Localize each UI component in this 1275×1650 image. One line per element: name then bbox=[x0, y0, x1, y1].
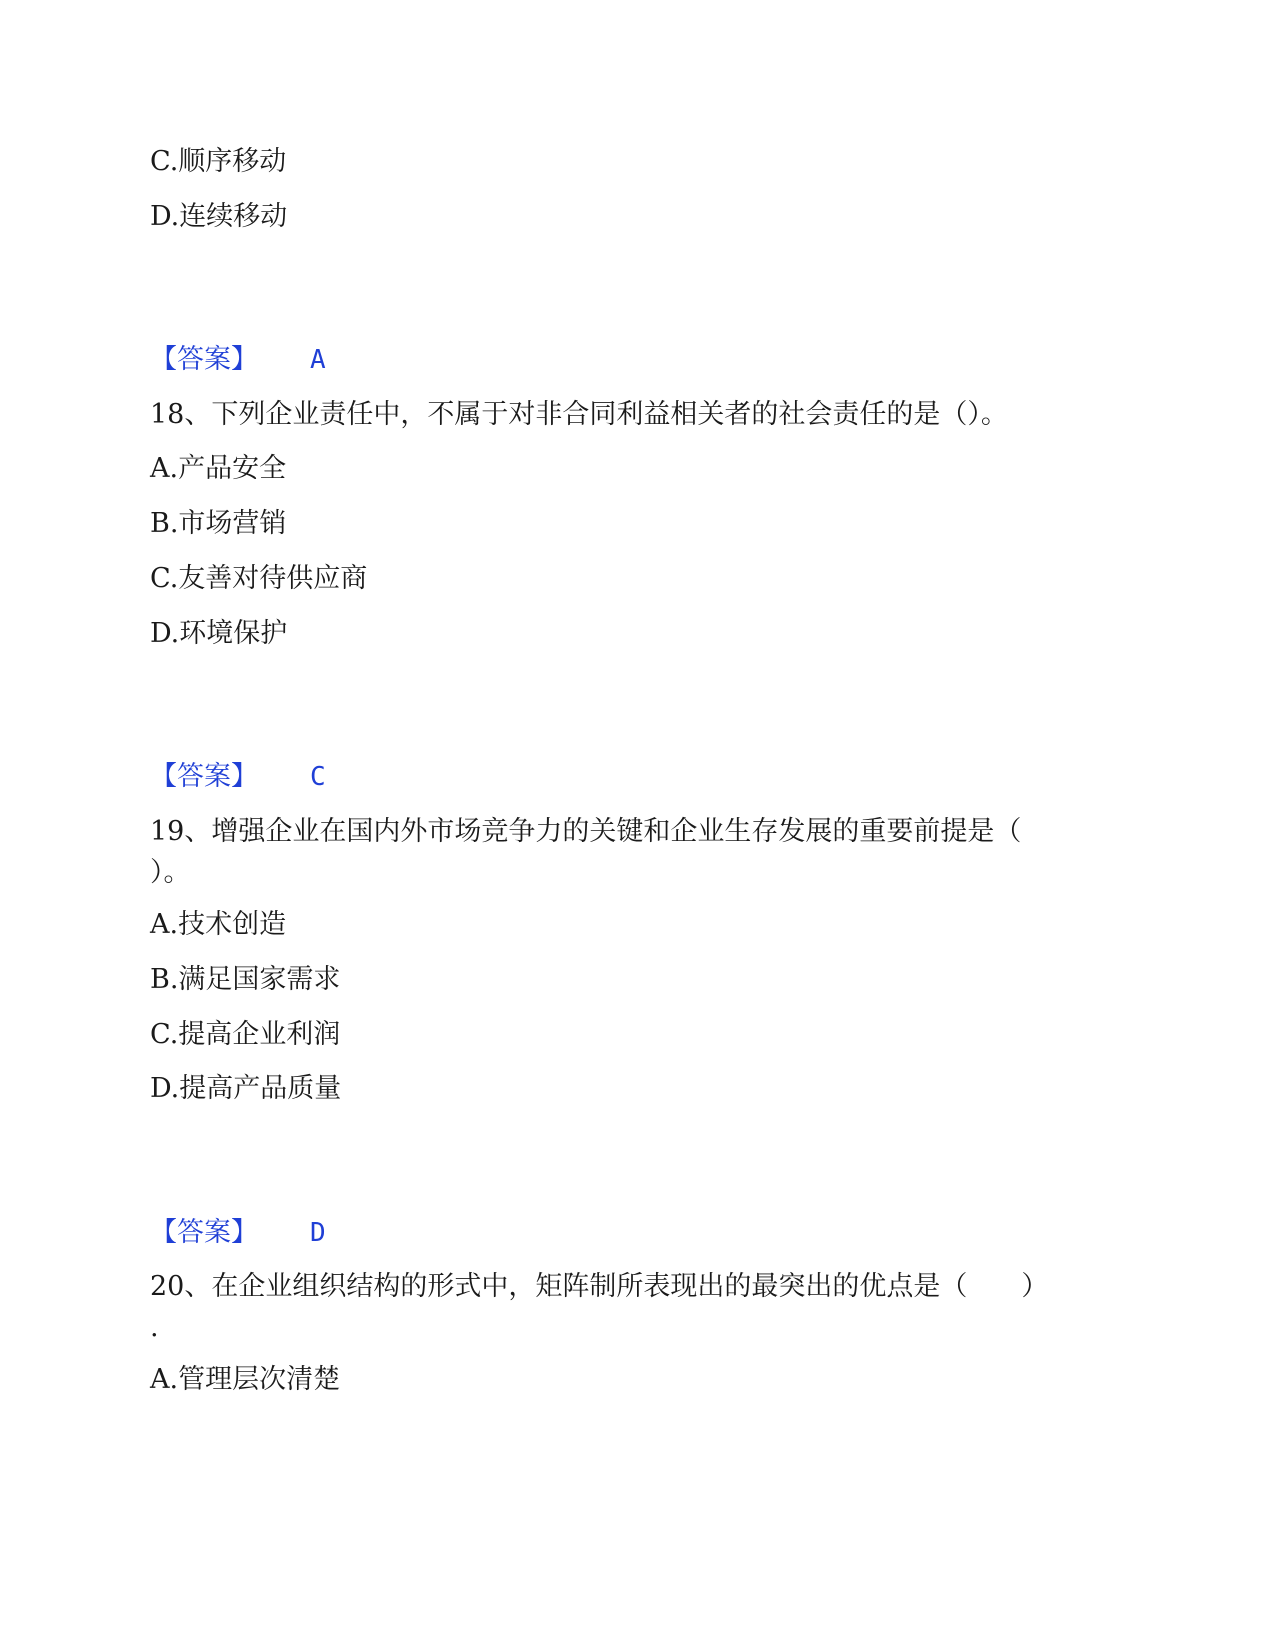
q18-option-a: A.产品安全 bbox=[150, 453, 287, 484]
option-c: C.顺序移动 bbox=[150, 146, 287, 177]
q18-answer-row bbox=[150, 759, 550, 795]
answer-tag: 【答案】 bbox=[150, 761, 258, 792]
answer-tag: 【答案】 bbox=[150, 1217, 258, 1248]
q18-option-d: D.环境保护 bbox=[150, 618, 288, 649]
q19-option-c: C.提高企业利润 bbox=[150, 1019, 341, 1050]
q18-option-b: B.市场营销 bbox=[150, 508, 287, 539]
answer-row bbox=[150, 342, 550, 378]
question-19-stem-line1: 19、增强企业在国内外市场竞争力的关键和企业生存发展的重要前提是（ bbox=[150, 816, 1022, 847]
q20-option-a: A.管理层次清楚 bbox=[150, 1364, 341, 1395]
question-20-stem-line2: . bbox=[150, 1312, 159, 1343]
q19-option-b: B.满足国家需求 bbox=[150, 964, 341, 995]
q18-option-c: C.友善对待供应商 bbox=[150, 563, 368, 594]
q19-option-d: D.提高产品质量 bbox=[150, 1073, 342, 1104]
q19-option-a: A.技术创造 bbox=[150, 909, 287, 940]
question-18-stem: 18、下列企业责任中，不属于对非合同利益相关者的社会责任的是（）。 bbox=[150, 399, 1008, 430]
q19-answer-row bbox=[150, 1215, 550, 1251]
question-20-stem-line1: 20、在企业组织结构的形式中，矩阵制所表现出的最突出的优点是（ ） bbox=[150, 1271, 1049, 1302]
option-d: D.连续移动 bbox=[150, 201, 288, 232]
answer-value: C bbox=[310, 762, 326, 792]
answer-value: A bbox=[310, 345, 326, 375]
question-19-stem-line2: ）。 bbox=[150, 857, 191, 888]
answer-value: D bbox=[310, 1218, 326, 1248]
answer-tag: 【答案】 bbox=[150, 344, 258, 375]
